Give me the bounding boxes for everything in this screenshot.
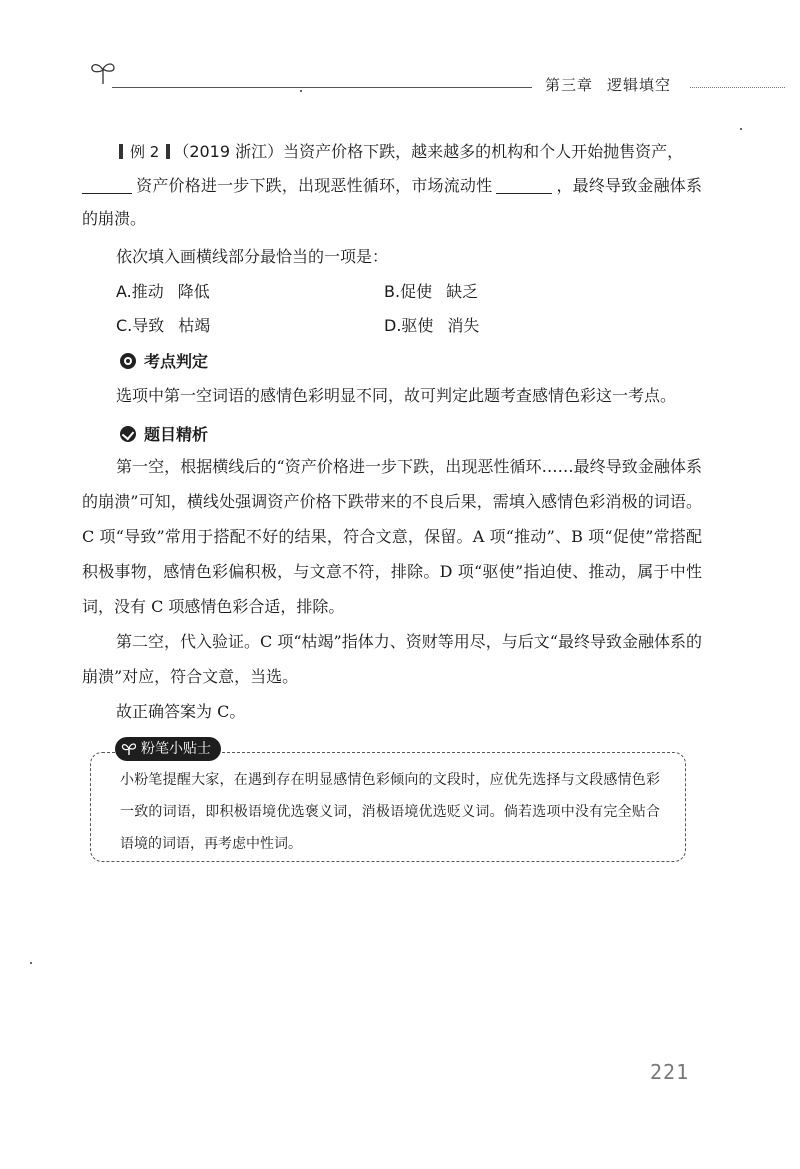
sprout-icon — [88, 60, 118, 86]
answer-statement: 故正确答案为 C。 — [116, 702, 246, 721]
example-stem — [82, 135, 702, 235]
question-prompt: 依次填入画横线部分最恰当的一项是： — [116, 247, 389, 266]
page-number: 221 — [650, 1060, 690, 1084]
example-tag-bar-right — [166, 144, 170, 159]
analysis-paragraph-2: 第二空，代入验证。C 项“枯竭”指体力、资财等用尽，与后文“最终导致金融体系的崩溃”对应，符合文意，当选。 — [82, 632, 702, 686]
example-tag: 例 2 — [130, 143, 160, 161]
option-d: D.驱使 消失 — [384, 316, 480, 335]
example-stem-part3: ，最终导致金融体系的崩溃。 — [82, 176, 702, 228]
sprout-icon — [121, 742, 137, 756]
scan-speck — [740, 128, 742, 130]
chapter-title: 逻辑填空 — [607, 76, 672, 94]
option-c: C.导致 枯竭 — [116, 316, 211, 335]
chapter-number: 第三章 — [545, 76, 594, 94]
header-dotted-rule — [690, 87, 785, 88]
example-stem-part1: 当资产价格下跌，越来越多的机构和个人开始抛售资产， — [283, 142, 684, 161]
option-a: A.推动 降低 — [116, 282, 210, 301]
option-b: B.促使 缺乏 — [384, 282, 479, 301]
gear-icon — [120, 353, 136, 369]
section-heading-analysis: 题目精析 — [120, 422, 208, 445]
check-icon — [120, 426, 136, 442]
example-tag-bar-left — [119, 144, 123, 159]
tip-text: 小粉笔提醒大家，在遇到存在明显感情色彩倾向的文段时，应优先选择与文段感情色彩一致的词语，即积极语境优选褒义词，消极语境优选贬义词。倘若选项中没有完全贴合语境的词语，再考虑中性词。 — [120, 772, 660, 852]
example-source: （2019 浙江） — [173, 142, 284, 161]
section-heading-key-point: 考点判定 — [120, 349, 208, 372]
scan-speck — [300, 90, 302, 92]
example-stem-part2: 资产价格进一步下跌，出现恶性循环，市场流动性 — [136, 176, 493, 195]
header-rule — [112, 87, 532, 88]
answer-blank-1 — [82, 177, 132, 194]
key-point-text: 选项中第一空词语的感情色彩明显不同，故可判定此题考查感情色彩这一考点。 — [116, 386, 677, 405]
tip-label: 粉笔小贴士 — [115, 737, 221, 761]
answer-blank-2 — [496, 177, 552, 194]
scan-speck — [30, 962, 32, 964]
running-header — [545, 74, 671, 95]
analysis-paragraph-1: 第一空，根据横线后的“资产价格进一步下跌，出现恶性循环……最终导致金融体系的崩溃”可知，横线处强调资产价格下跌带来的不良后果，需填入感情色彩消极的词语。C 项“导致”常用于搭配不好的结果，符合文意，保留。A 项“推动”、B 项“促使”常搭配积极事物，感情色彩偏积极，与文意不符，排除。D 项“驱使”指迫使、推动，属于中性词，没有 C 项感情色彩合适，排除。 — [82, 457, 702, 616]
